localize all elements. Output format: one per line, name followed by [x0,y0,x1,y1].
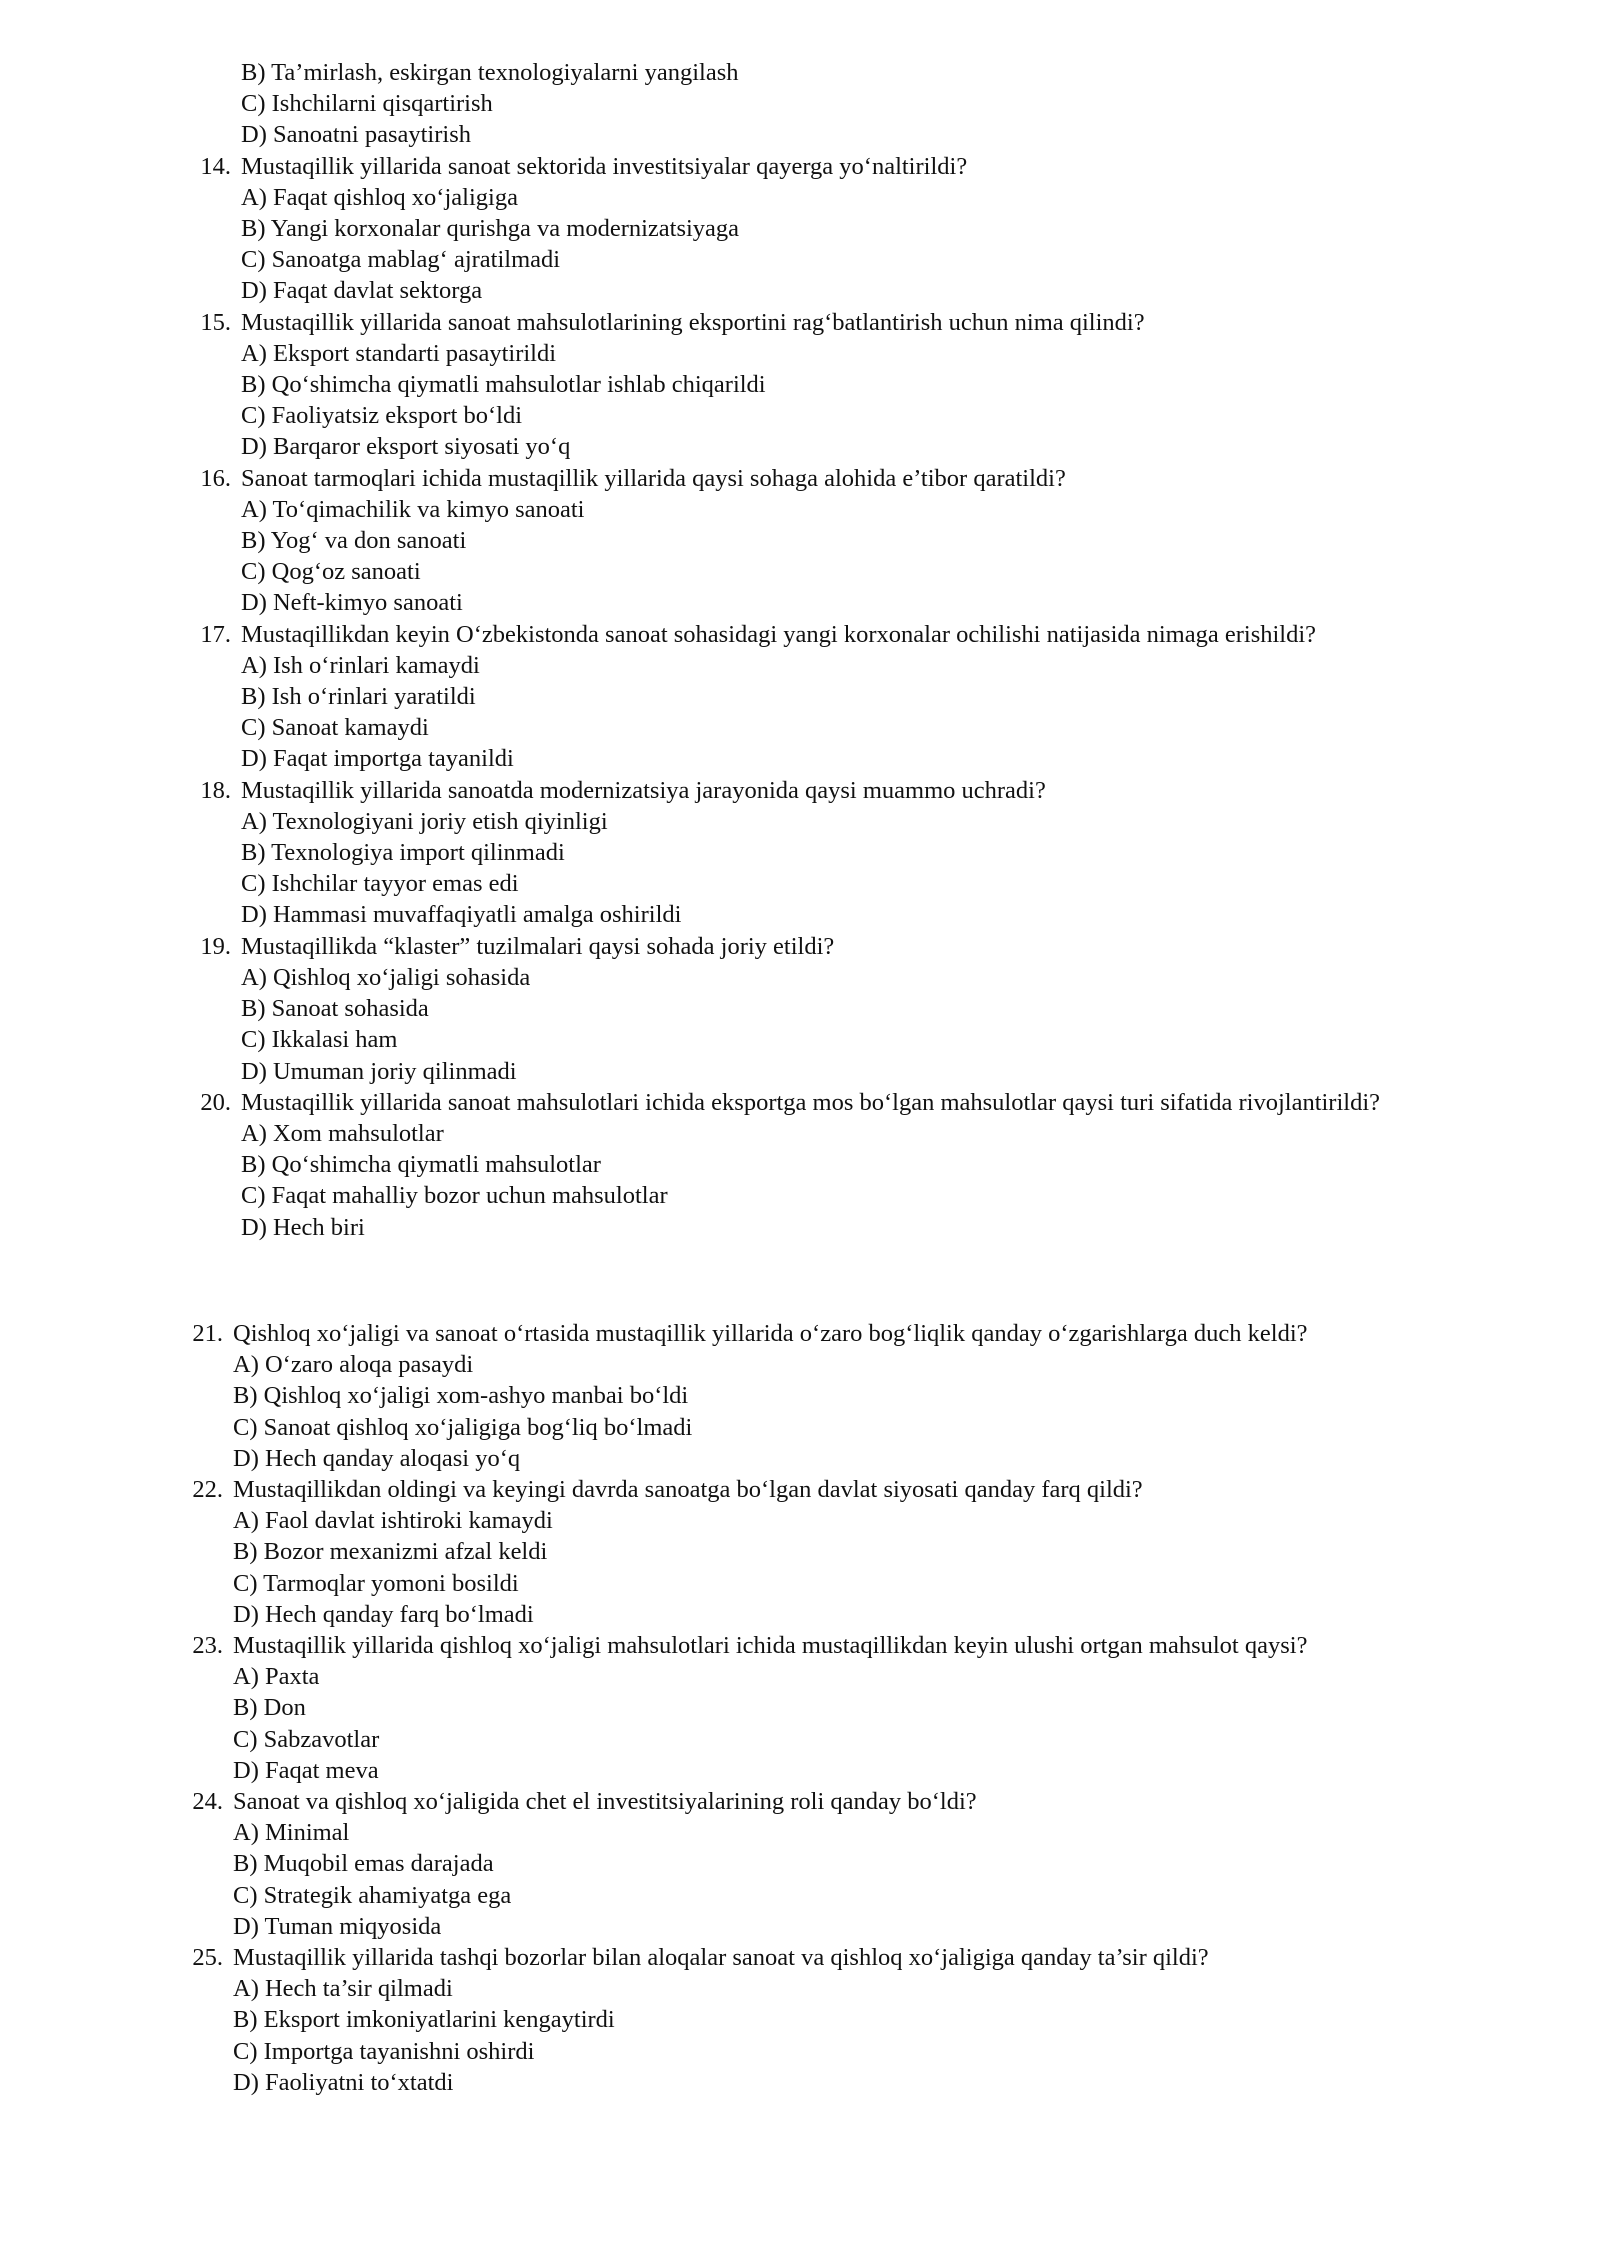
answer-option: C) Strategik ahamiyatga ega [233,1881,512,1909]
answer-option: A) Qishloq xo‘jaligi sohasida [241,963,531,991]
answer-option: D) Umuman joriy qilinmadi [241,1057,517,1085]
question-item [183,307,1513,463]
answer-option: B) Ish o‘rinlari yaratildi [241,683,476,711]
answer-option: A) To‘qimachilik va kimyo sanoati [241,495,585,523]
question-text: 21. Qishloq xo‘jaligi va sanoat o‘rtasida mustaqillik yillarida o‘zaro bog‘liqlik qanday o‘zgarishlarga duch keldi? [175,1318,1505,1349]
question-item [183,1087,1513,1243]
answer-option: D) Tuman miqyosida [233,1912,442,1940]
answer-option: A) Hech ta’sir qilmadi [233,1975,453,2003]
answer-option: C) Ikkalasi ham [241,1026,398,1054]
question-item [183,775,1513,931]
answer-option: D) Faqat importga tayanildi [241,745,514,773]
answer-option: A) Minimal [233,1819,350,1847]
question-item [175,1630,1505,1786]
answer-option: C) Faqat mahalliy bozor uchun mahsulotlar [241,1182,668,1210]
answer-option: A) Paxta [233,1663,320,1691]
question-text: 22. Mustaqillikdan oldingi va keyingi davrda sanoatga bo‘lgan davlat siyosati qanday farq qildi? [175,1474,1505,1505]
answer-option: C) Importga tayanishni oshirdi [233,2037,535,2065]
answer-option: B) Don [233,1694,306,1722]
answer-option: B) Texnologiya import qilinmadi [241,839,565,867]
answer-option: B) Qo‘shimcha qiymatli mahsulotlar ishlab chiqarildi [241,371,766,399]
question-text: 23. Mustaqillik yillarida qishloq xo‘jaligi mahsulotlari ichida mustaqillikdan keyin ulushi ortgan mahsulot qaysi? [175,1630,1505,1661]
answer-option: C) Ishchilar tayyor emas edi [241,870,519,898]
question-text: 16. Sanoat tarmoqlari ichida mustaqillik yillarida qaysi sohaga alohida e’tibor qaratildi? [183,463,1513,494]
answer-option: C) Ishchilarni qisqartirish [241,90,493,118]
answer-option: D) Sanoatni pasaytirish [241,121,471,149]
question-number: 25. [192,1944,223,1972]
answer-option: C) Sanoatga mablag‘ ajratilmadi [241,246,561,274]
question-text: 20. Mustaqillik yillarida sanoat mahsulotlari ichida eksportga mos bo‘lgan mahsulotlar qaysi turi sifatida rivojlantirildi? [183,1087,1431,1118]
question-text: 25. Mustaqillik yillarida tashqi bozorlar bilan aloqalar sanoat va qishloq xo‘jaligiga qanday ta’sir qildi? [175,1942,1505,1973]
answer-option: D) Faqat meva [233,1756,379,1784]
question-number: 20. [200,1088,231,1116]
question-number: 19. [200,932,231,960]
question-item [175,1318,1505,1474]
answer-option: D) Hammasi muvaffaqiyatli amalga oshirildi [241,901,682,929]
question-item [183,619,1513,775]
answer-option: C) Qog‘oz sanoati [241,558,421,586]
question-number: 23. [192,1632,223,1660]
answer-option: B) Eksport imkoniyatlarini kengaytirdi [233,2006,615,2034]
answer-option: A) Xom mahsulotlar [241,1119,444,1147]
question-text: 24. Sanoat va qishloq xo‘jaligida chet el investitsiyalarining roli qanday bo‘ldi? [175,1786,1505,1817]
answer-option: C) Tarmoqlar yomoni bosildi [233,1569,519,1597]
question-number: 17. [200,620,231,648]
question-text: 17. Mustaqillikdan keyin O‘zbekistonda sanoat sohasidagi yangi korxonalar ochilishi natijasida nimaga erishildi? [183,619,1513,650]
answer-option: D) Faoliyatni to‘xtatdi [233,2068,454,2096]
answer-option: D) Hech qanday aloqasi yo‘q [233,1444,521,1472]
answer-option: D) Neft-kimyo sanoati [241,589,463,617]
question-text: 15. Mustaqillik yillarida sanoat mahsulotlarining eksportini rag‘batlantirish uchun nima qilindi? [183,307,1513,338]
answer-option: B) Qishloq xo‘jaligi xom-ashyo manbai bo‘ldi [233,1382,689,1410]
answer-option: C) Sabzavotlar [233,1725,380,1753]
question-item [183,463,1513,619]
answer-option: A) Ish o‘rinlari kamaydi [241,651,480,679]
question-text: 18. Mustaqillik yillarida sanoatda modernizatsiya jarayonida qaysi muammo uchradi? [183,775,1513,806]
question-item [175,1942,1505,2098]
question-item [183,931,1513,1087]
answer-option: D) Hech qanday farq bo‘lmadi [233,1600,534,1628]
answer-option: A) Eksport standarti pasaytirildi [241,339,557,367]
question-number: 18. [200,776,231,804]
question-text: 19. Mustaqillikda “klaster” tuzilmalari qaysi sohada joriy etildi? [183,931,1513,962]
answer-option: C) Sanoat qishloq xo‘jaligiga bog‘liq bo‘lmadi [233,1413,693,1441]
question-number: 14. [200,152,231,180]
answer-option: B) Qo‘shimcha qiymatli mahsulotlar [241,1151,601,1179]
question-number: 22. [192,1476,223,1504]
answer-option: C) Faoliyatsiz eksport bo‘ldi [241,402,523,430]
answer-option: B) Sanoat sohasida [241,995,429,1023]
question-item [183,151,1513,307]
question-text: 14. Mustaqillik yillarida sanoat sektorida investitsiyalar qayerga yo‘naltirildi? [183,151,1513,182]
answer-option: B) Bozor mexanizmi afzal keldi [233,1538,548,1566]
questions-block-lower [175,1318,1505,2098]
answer-option: D) Barqaror eksport siyosati yo‘q [241,433,571,461]
question-item [175,1786,1505,1942]
answer-option: B) Yog‘ va don sanoati [241,527,467,555]
answer-option: B) Yangi korxonalar qurishga va modernizatsiyaga [241,215,740,243]
answer-option: C) Sanoat kamaydi [241,714,429,742]
questions-block-upper [183,57,1513,1243]
question-number: 15. [200,308,231,336]
answer-option: D) Faqat davlat sektorga [241,277,483,305]
question-number: 21. [192,1320,223,1347]
question-number: 24. [192,1788,223,1816]
answer-option: B) Muqobil emas darajada [233,1850,494,1878]
answer-option: A) Texnologiyani joriy etish qiyinligi [241,807,608,835]
question-item [175,1474,1505,1630]
answer-option: B) Ta’mirlash, eskirgan texnologiyalarni yangilash [241,59,739,86]
answer-option: A) Faol davlat ishtiroki kamaydi [233,1507,553,1535]
answer-option: D) Hech biri [241,1213,365,1241]
question-number: 16. [200,464,231,492]
answer-option: A) O‘zaro aloqa pasaydi [233,1351,474,1379]
answer-option: A) Faqat qishloq xo‘jaligiga [241,183,518,211]
